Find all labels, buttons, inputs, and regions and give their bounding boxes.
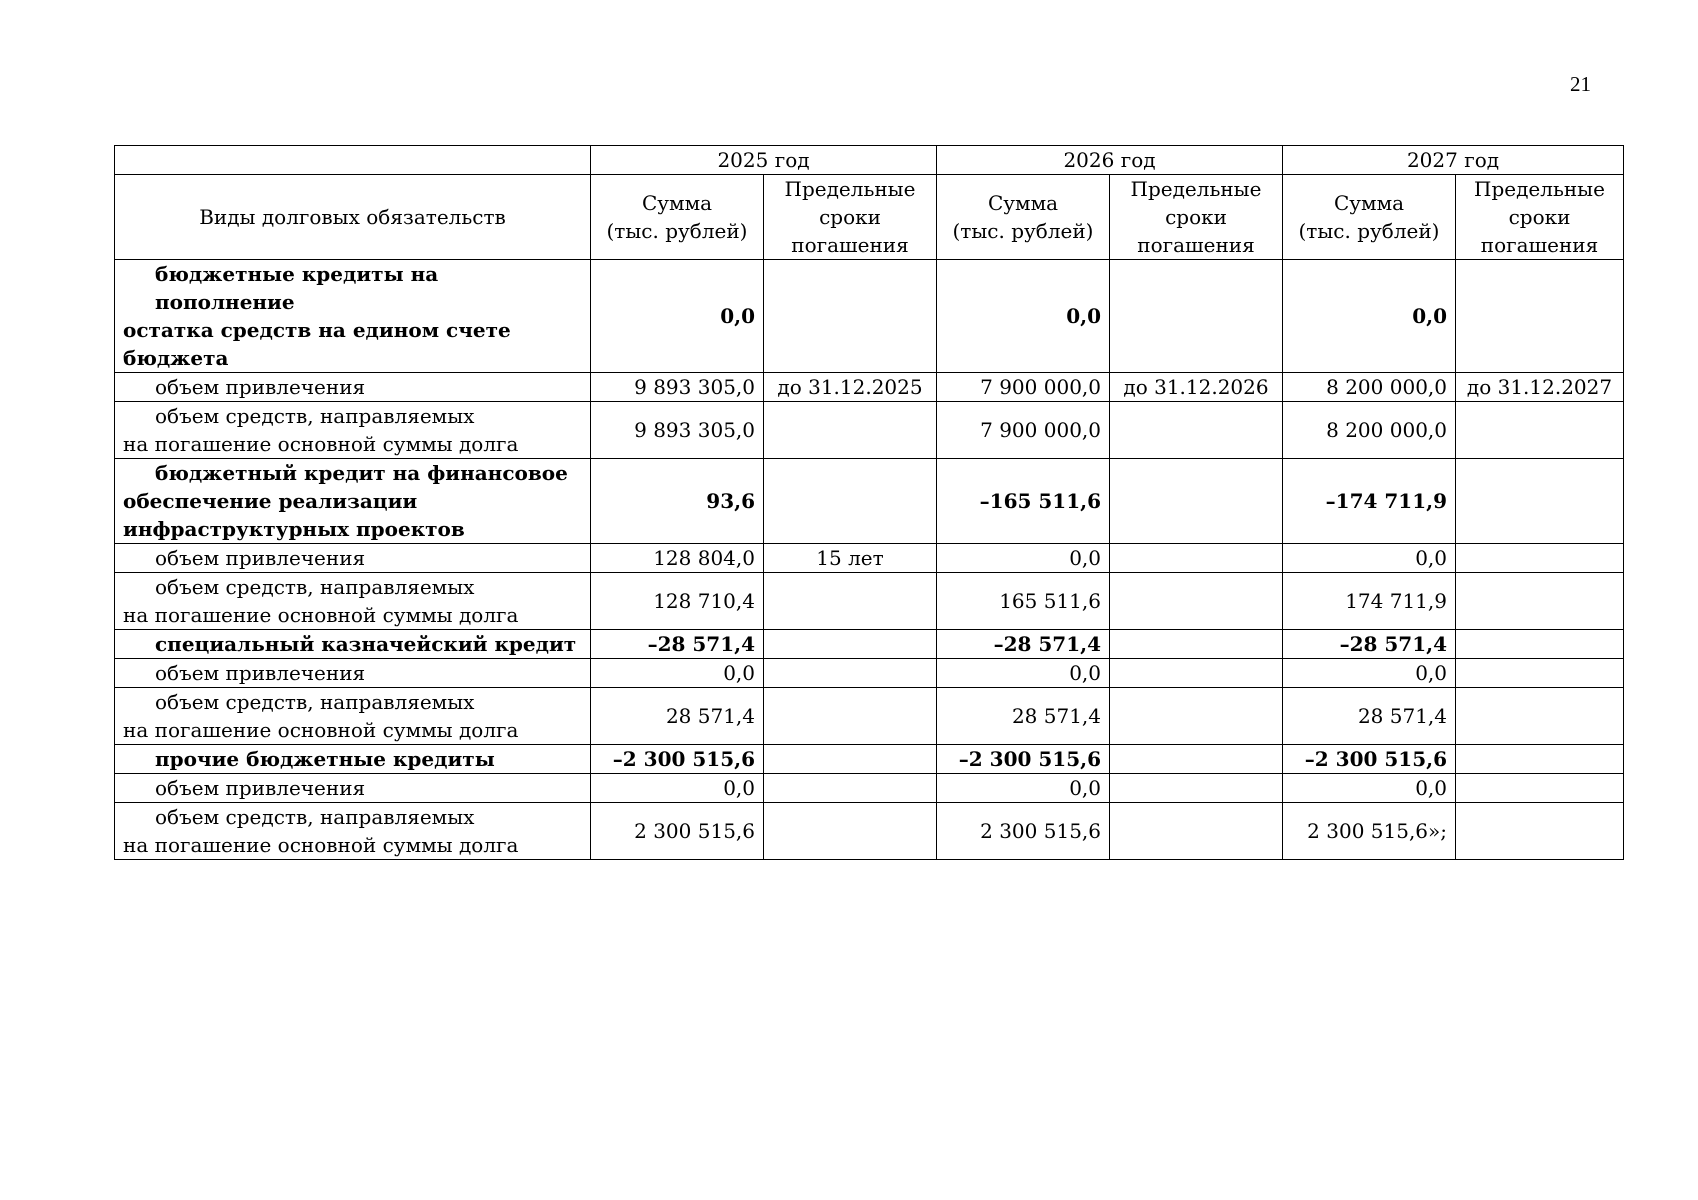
term-empty [1110,630,1283,659]
total-2027: 0,0 [1283,260,1456,373]
attract-row [115,774,1624,803]
attract-2025: 128 804,0 [591,544,764,573]
total-2026: –2 300 515,6 [937,745,1110,774]
group-title: специальный казначейский кредит [115,630,591,659]
term-empty [764,402,937,459]
group-title: бюджетный кредит на финансовое обеспечение реализации инфраструктурных проектов [115,459,591,544]
term-empty [1110,803,1283,860]
term-empty [1456,688,1624,745]
page-number: 21 [1570,72,1591,96]
repay-2027: 8 200 000,0 [1283,402,1456,459]
attract-term-2027: до 31.12.2027 [1456,373,1624,402]
year-header-row [115,146,1624,175]
year-2026-header: 2026 год [937,146,1283,175]
debt-obligations-table [114,145,1624,860]
term-empty [764,459,937,544]
attract-term-2026 [1110,774,1283,803]
group-total-row [115,630,1624,659]
repay-row [115,573,1624,630]
attract-2027: 0,0 [1283,544,1456,573]
attract-term-2025: до 31.12.2025 [764,373,937,402]
term-empty [1456,573,1624,630]
attract-2027: 0,0 [1283,659,1456,688]
group-title: бюджетные кредиты на пополнение остатка средств на едином счете бюджета [115,260,591,373]
repay-row [115,803,1624,860]
attract-2025: 0,0 [591,774,764,803]
term-empty [1456,459,1624,544]
total-2027: –28 571,4 [1283,630,1456,659]
term-empty [1456,260,1624,373]
repay-2027: 2 300 515,6»; [1283,803,1456,860]
repay-2027: 28 571,4 [1283,688,1456,745]
total-2027: –2 300 515,6 [1283,745,1456,774]
term-header: Предельные сроки погашения [764,175,937,260]
attract-2027: 8 200 000,0 [1283,373,1456,402]
attract-2026: 0,0 [937,774,1110,803]
repay-2025: 9 893 305,0 [591,402,764,459]
repay-label: объем средств, направляемых на погашение основной суммы долга [115,402,591,459]
repay-row [115,402,1624,459]
year-2027-header: 2027 год [1283,146,1624,175]
attract-row [115,659,1624,688]
sum-header: Сумма (тыс. рублей) [1283,175,1456,260]
term-empty [764,260,937,373]
term-empty [1110,260,1283,373]
sum-header: Сумма (тыс. рублей) [937,175,1110,260]
corner-cell [115,146,591,175]
attract-row [115,544,1624,573]
attract-label: объем привлечения [115,659,591,688]
total-2025: 93,6 [591,459,764,544]
attract-2027: 0,0 [1283,774,1456,803]
total-2026: –165 511,6 [937,459,1110,544]
attract-term-2025: 15 лет [764,544,937,573]
attract-term-2026 [1110,659,1283,688]
attract-term-2027 [1456,544,1624,573]
term-empty [1110,459,1283,544]
term-empty [764,688,937,745]
total-2026: –28 571,4 [937,630,1110,659]
attract-row [115,373,1624,402]
group-total-row [115,459,1624,544]
total-2025: –2 300 515,6 [591,745,764,774]
attract-term-2026 [1110,544,1283,573]
kind-header: Виды долговых обязательств [115,175,591,260]
repay-2027: 174 711,9 [1283,573,1456,630]
term-empty [1456,630,1624,659]
total-2025: 0,0 [591,260,764,373]
term-empty [1456,745,1624,774]
subheader-row [115,175,1624,260]
term-empty [764,573,937,630]
attract-label: объем привлечения [115,373,591,402]
repay-2025: 2 300 515,6 [591,803,764,860]
term-empty [764,745,937,774]
attract-label: объем привлечения [115,774,591,803]
repay-2026: 165 511,6 [937,573,1110,630]
term-empty [1110,573,1283,630]
attract-2025: 9 893 305,0 [591,373,764,402]
total-2025: –28 571,4 [591,630,764,659]
attract-term-2027 [1456,774,1624,803]
total-2027: –174 711,9 [1283,459,1456,544]
group-total-row [115,745,1624,774]
group-total-row [115,260,1624,373]
repay-label: объем средств, направляемых на погашение основной суммы долга [115,573,591,630]
total-2026: 0,0 [937,260,1110,373]
term-empty [764,630,937,659]
repay-label: объем средств, направляемых на погашение основной суммы долга [115,688,591,745]
attract-2026: 0,0 [937,544,1110,573]
repay-2025: 28 571,4 [591,688,764,745]
repay-2026: 2 300 515,6 [937,803,1110,860]
attract-2025: 0,0 [591,659,764,688]
term-empty [764,803,937,860]
term-header: Предельные сроки погашения [1110,175,1283,260]
term-empty [1110,688,1283,745]
attract-term-2025 [764,659,937,688]
attract-term-2027 [1456,659,1624,688]
sum-header: Сумма (тыс. рублей) [591,175,764,260]
term-empty [1456,402,1624,459]
repay-2026: 28 571,4 [937,688,1110,745]
attract-label: объем привлечения [115,544,591,573]
term-empty [1456,803,1624,860]
attract-2026: 7 900 000,0 [937,373,1110,402]
repay-label: объем средств, направляемых на погашение основной суммы долга [115,803,591,860]
term-header: Предельные сроки погашения [1456,175,1624,260]
term-empty [1110,745,1283,774]
repay-row [115,688,1624,745]
repay-2026: 7 900 000,0 [937,402,1110,459]
repay-2025: 128 710,4 [591,573,764,630]
attract-term-2026: до 31.12.2026 [1110,373,1283,402]
attract-2026: 0,0 [937,659,1110,688]
year-2025-header: 2025 год [591,146,937,175]
attract-term-2025 [764,774,937,803]
term-empty [1110,402,1283,459]
group-title: прочие бюджетные кредиты [115,745,591,774]
